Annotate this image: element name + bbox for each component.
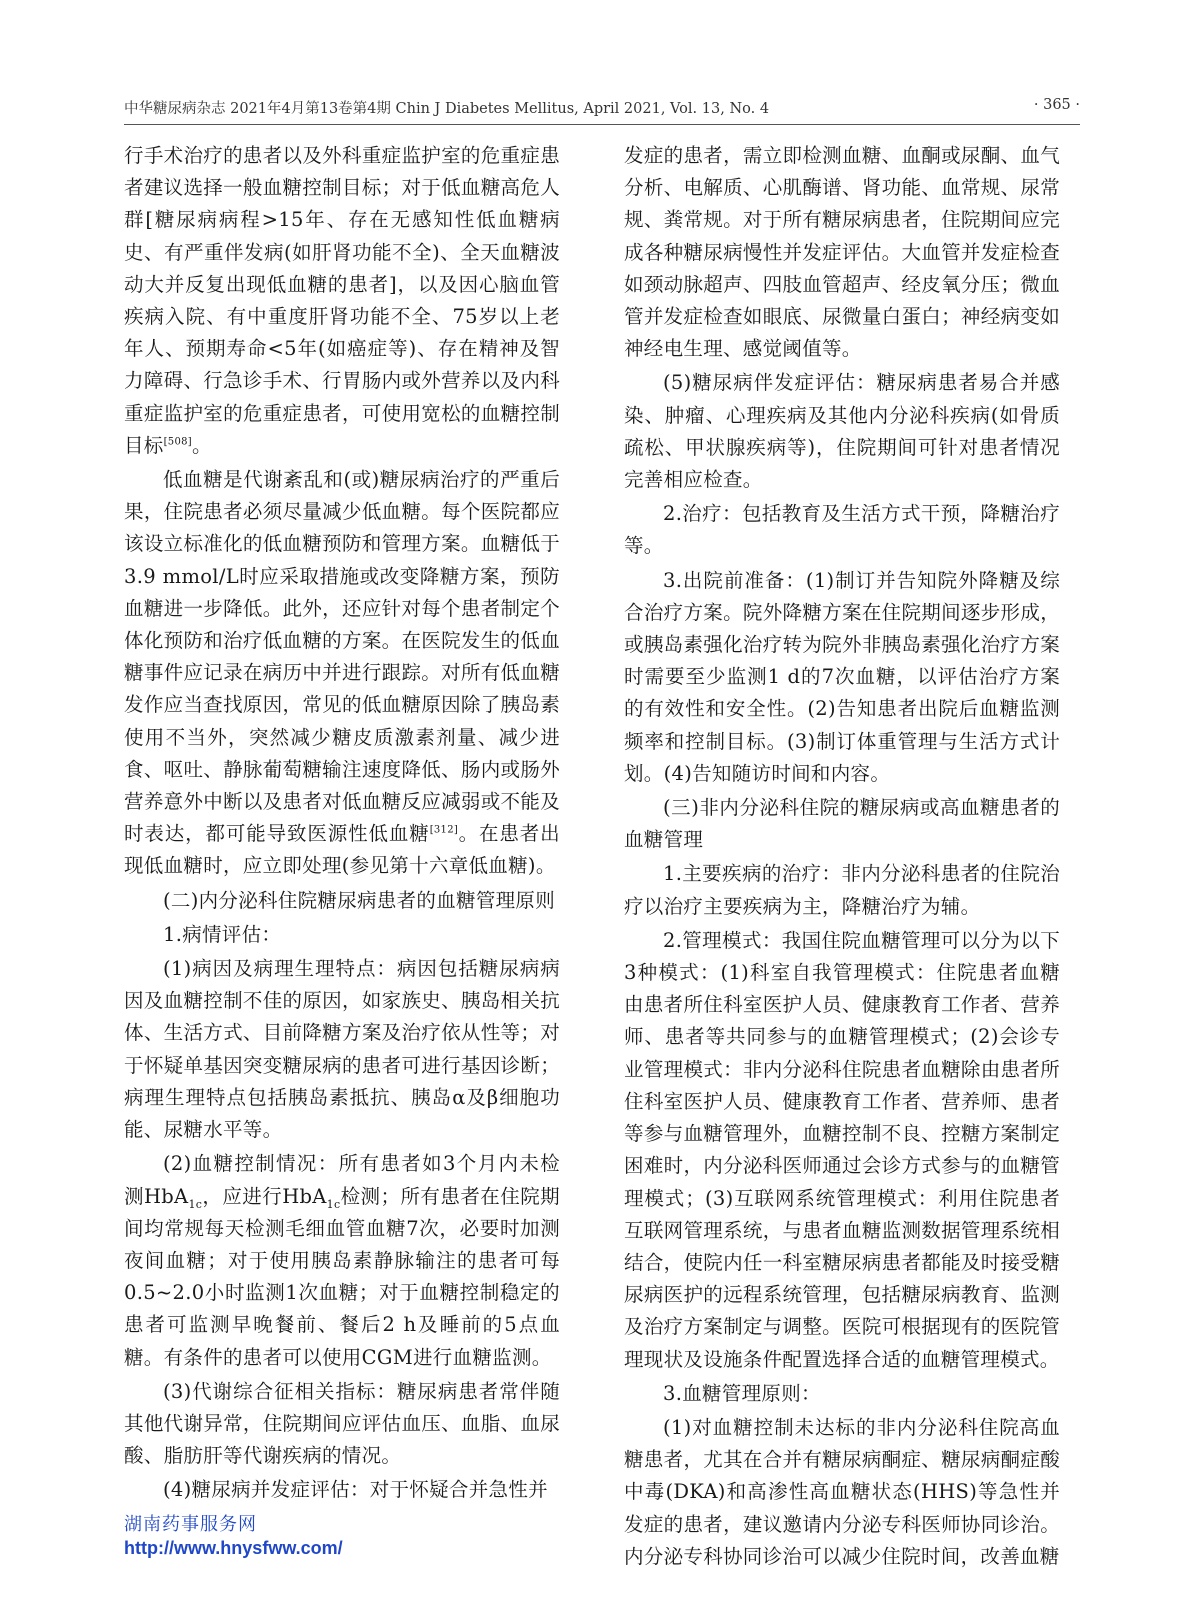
paragraph: (1)病因及病理生理特点：病因包括糖尿病病因及血糖控制不佳的原因，如家族史、胰岛相关抗体、生活方式、目前降糖方案及治疗依从性等；对于怀疑单基因突变糖尿病的患者可进行基因诊断；病理生理特点包括胰岛素抵抗、胰岛α及β细胞功能、尿糖水平等。 <box>124 957 560 1142</box>
paragraph: (4)糖尿病并发症评估：对于怀疑合并急性并 <box>163 1478 548 1502</box>
page-number: · 365 · <box>1033 97 1080 113</box>
subsection-heading: 1.病情评估： <box>163 922 282 946</box>
paragraph: 2.管理模式：我国住院血糖管理可以分为以下3种模式：(1)科室自我管理模式：住院患者血糖由患者所住科室医护人员、健康教育工作者、营养师、患者等共同参与的血糖管理模式；(2)会诊专业管理模式：非内分泌科住院患者血糖除由患者所住科室医护人员、健康教育工作者、营养师、患者等参与血糖管理外，血糖控制不良、控糖方案制定困难时，内分泌科医师通过会诊方式参与的血糖管理模式；(3)互联网系统管理模式：利用住院患者互联网管理系统，与患者血糖监测数据管理系统相结合，使院内任一科室糖尿病患者都能及时接受糖尿病医护的远程系统管理，包括糖尿病教育、监测及治疗方案制定与调整。医院可根据现有的医院管理现状及设施条件配置选择合适的血糖管理模式。 <box>624 928 1060 1371</box>
paragraph: (3)代谢综合征相关指标：糖尿病患者常伴随其他代谢异常，住院期间应评估血压、血脂、血尿酸、脂肪肝等代谢疾病的情况。 <box>124 1379 560 1468</box>
citation-ref[interactable]: [508] <box>163 436 192 448</box>
watermark <box>124 1510 343 1559</box>
paragraph: 低血糖是代谢紊乱和(或)糖尿病治疗的严重后果，住院患者必须尽量减少低血糖。每个医院都应该设立标准化的低血糖预防和管理方案。血糖低于3.9 mmol/L时应采取措施或改变降糖方案，预防血糖进一步降低。此外，还应针对每个患者制定个体化预防和治疗低血糖的方案。在医院发生的低血糖事件应记录在病历中并进行跟踪。对所有低血糖发作应当查找原因，常见的低血糖原因除了胰岛素使用不当外，突然减少糖皮质激素剂量、减少进食、呕吐、静脉葡萄糖输注速度降低、肠内或肠外营养意外中断以及患者对低血糖反应减弱或不能及时表达，都可能导致医源性低血糖[312]。在患者出现低血糖时，应立即处理(参见第十六章低血糖)。 <box>124 468 560 878</box>
paragraph: 发症的患者，需立即检测血糖、血酮或尿酮、血气分析、电解质、心肌酶谱、肾功能、血常规、尿常规、粪常规。对于所有糖尿病患者，住院期间应完成各种糖尿病慢性并发症评估。大血管并发症检查如颈动脉超声、四肢血管超声、经皮氧分压；微血管并发症检查如眼底、尿微量白蛋白；神经病变如神经电生理、感觉阈值等。 <box>624 144 1060 361</box>
subsection-heading: 3.血糖管理原则： <box>663 1381 821 1405</box>
paragraph: (1)对血糖控制未达标的非内分泌科住院高血糖患者，尤其在合并有糖尿病酮症、糖尿病酮症酸中毒(DKA)和高渗性高血糖状态(HHS)等急性并发症的患者，建议邀请内分泌专科医师协同诊治。内分泌专科协同诊治可以减少住院时间，改善血糖 <box>624 1415 1060 1568</box>
header-rule <box>124 124 1080 125</box>
section-heading: (三)非内分泌科住院的糖尿病或高血糖患者的血糖管理 <box>624 796 1060 852</box>
citation-ref[interactable]: [312] <box>429 824 459 836</box>
section-heading: (二)内分泌科住院糖尿病患者的血糖管理原则 <box>163 888 556 912</box>
watermark-url[interactable]: http://www.hnysfww.com/ <box>124 1538 343 1558</box>
paragraph: 行手术治疗的患者以及外科重症监护室的危重症患者建议选择一般血糖控制目标；对于低血糖高危人群[糖尿病病程>15年、存在无感知性低血糖病史、有严重伴发病(如肝肾功能不全)、全天血糖波动大并反复出现低血糖的患者]，以及因心脑血管疾病入院、有中重度肝肾功能不全、75岁以上老年人、预期寿命<5年(如癌症等)、存在精神及智力障碍、行急诊手术、行胃肠内或外营养以及内科重症监护室的危重症患者，可使用宽松的血糖控制目标[508]。 <box>124 144 560 457</box>
watermark-site-name: 湖南药事服务网 <box>124 1514 257 1535</box>
paragraph: 3.出院前准备：(1)制订并告知院外降糖及综合治疗方案。院外降糖方案在住院期间逐步形成，或胰岛素强化治疗转为院外非胰岛素强化治疗方案时需要至少监测1 d的7次血糖，以评估治疗方案的有效性和安全性。(2)告知患者出院后血糖监测频率和控制目标。(3)制订体重管理与生活方式计划。(4)告知随访时间和内容。 <box>624 568 1060 785</box>
paragraph: (2)血糖控制情况：所有患者如3个月内未检测HbA$_{1c}$，应进行HbA$_{1c}$检测；所有患者在住院期间均常规每天检测毛细血管血糖7次，必要时加测夜间血糖；对于使用胰岛素静脉输注的患者可每0.5~2.0小时监测1次血糖；对于血糖控制稳定的患者可监测早晚餐前、餐后2 h及睡前的5点血糖。有条件的患者可以使用CGM进行血糖监测。 <box>124 1152 560 1369</box>
running-header <box>124 97 1080 123</box>
right-column <box>624 140 1060 1568</box>
paragraph: 2.治疗：包括教育及生活方式干预，降糖治疗等。 <box>624 502 1060 558</box>
left-column <box>124 140 560 1502</box>
journal-citation: 中华糖尿病杂志 2021年4月第13卷第4期 Chin J Diabetes Mellitus, April 2021, Vol. 13, No. 4 <box>124 101 770 117</box>
paragraph: 1.主要疾病的治疗：非内分泌科患者的住院治疗以治疗主要疾病为主，降糖治疗为辅。 <box>624 862 1060 918</box>
paragraph: (5)糖尿病伴发症评估：糖尿病患者易合并感染、肿瘤、心理疾病及其他内分泌科疾病(如骨质疏松、甲状腺疾病等)，住院期间可针对患者情况完善相应检查。 <box>624 371 1060 492</box>
